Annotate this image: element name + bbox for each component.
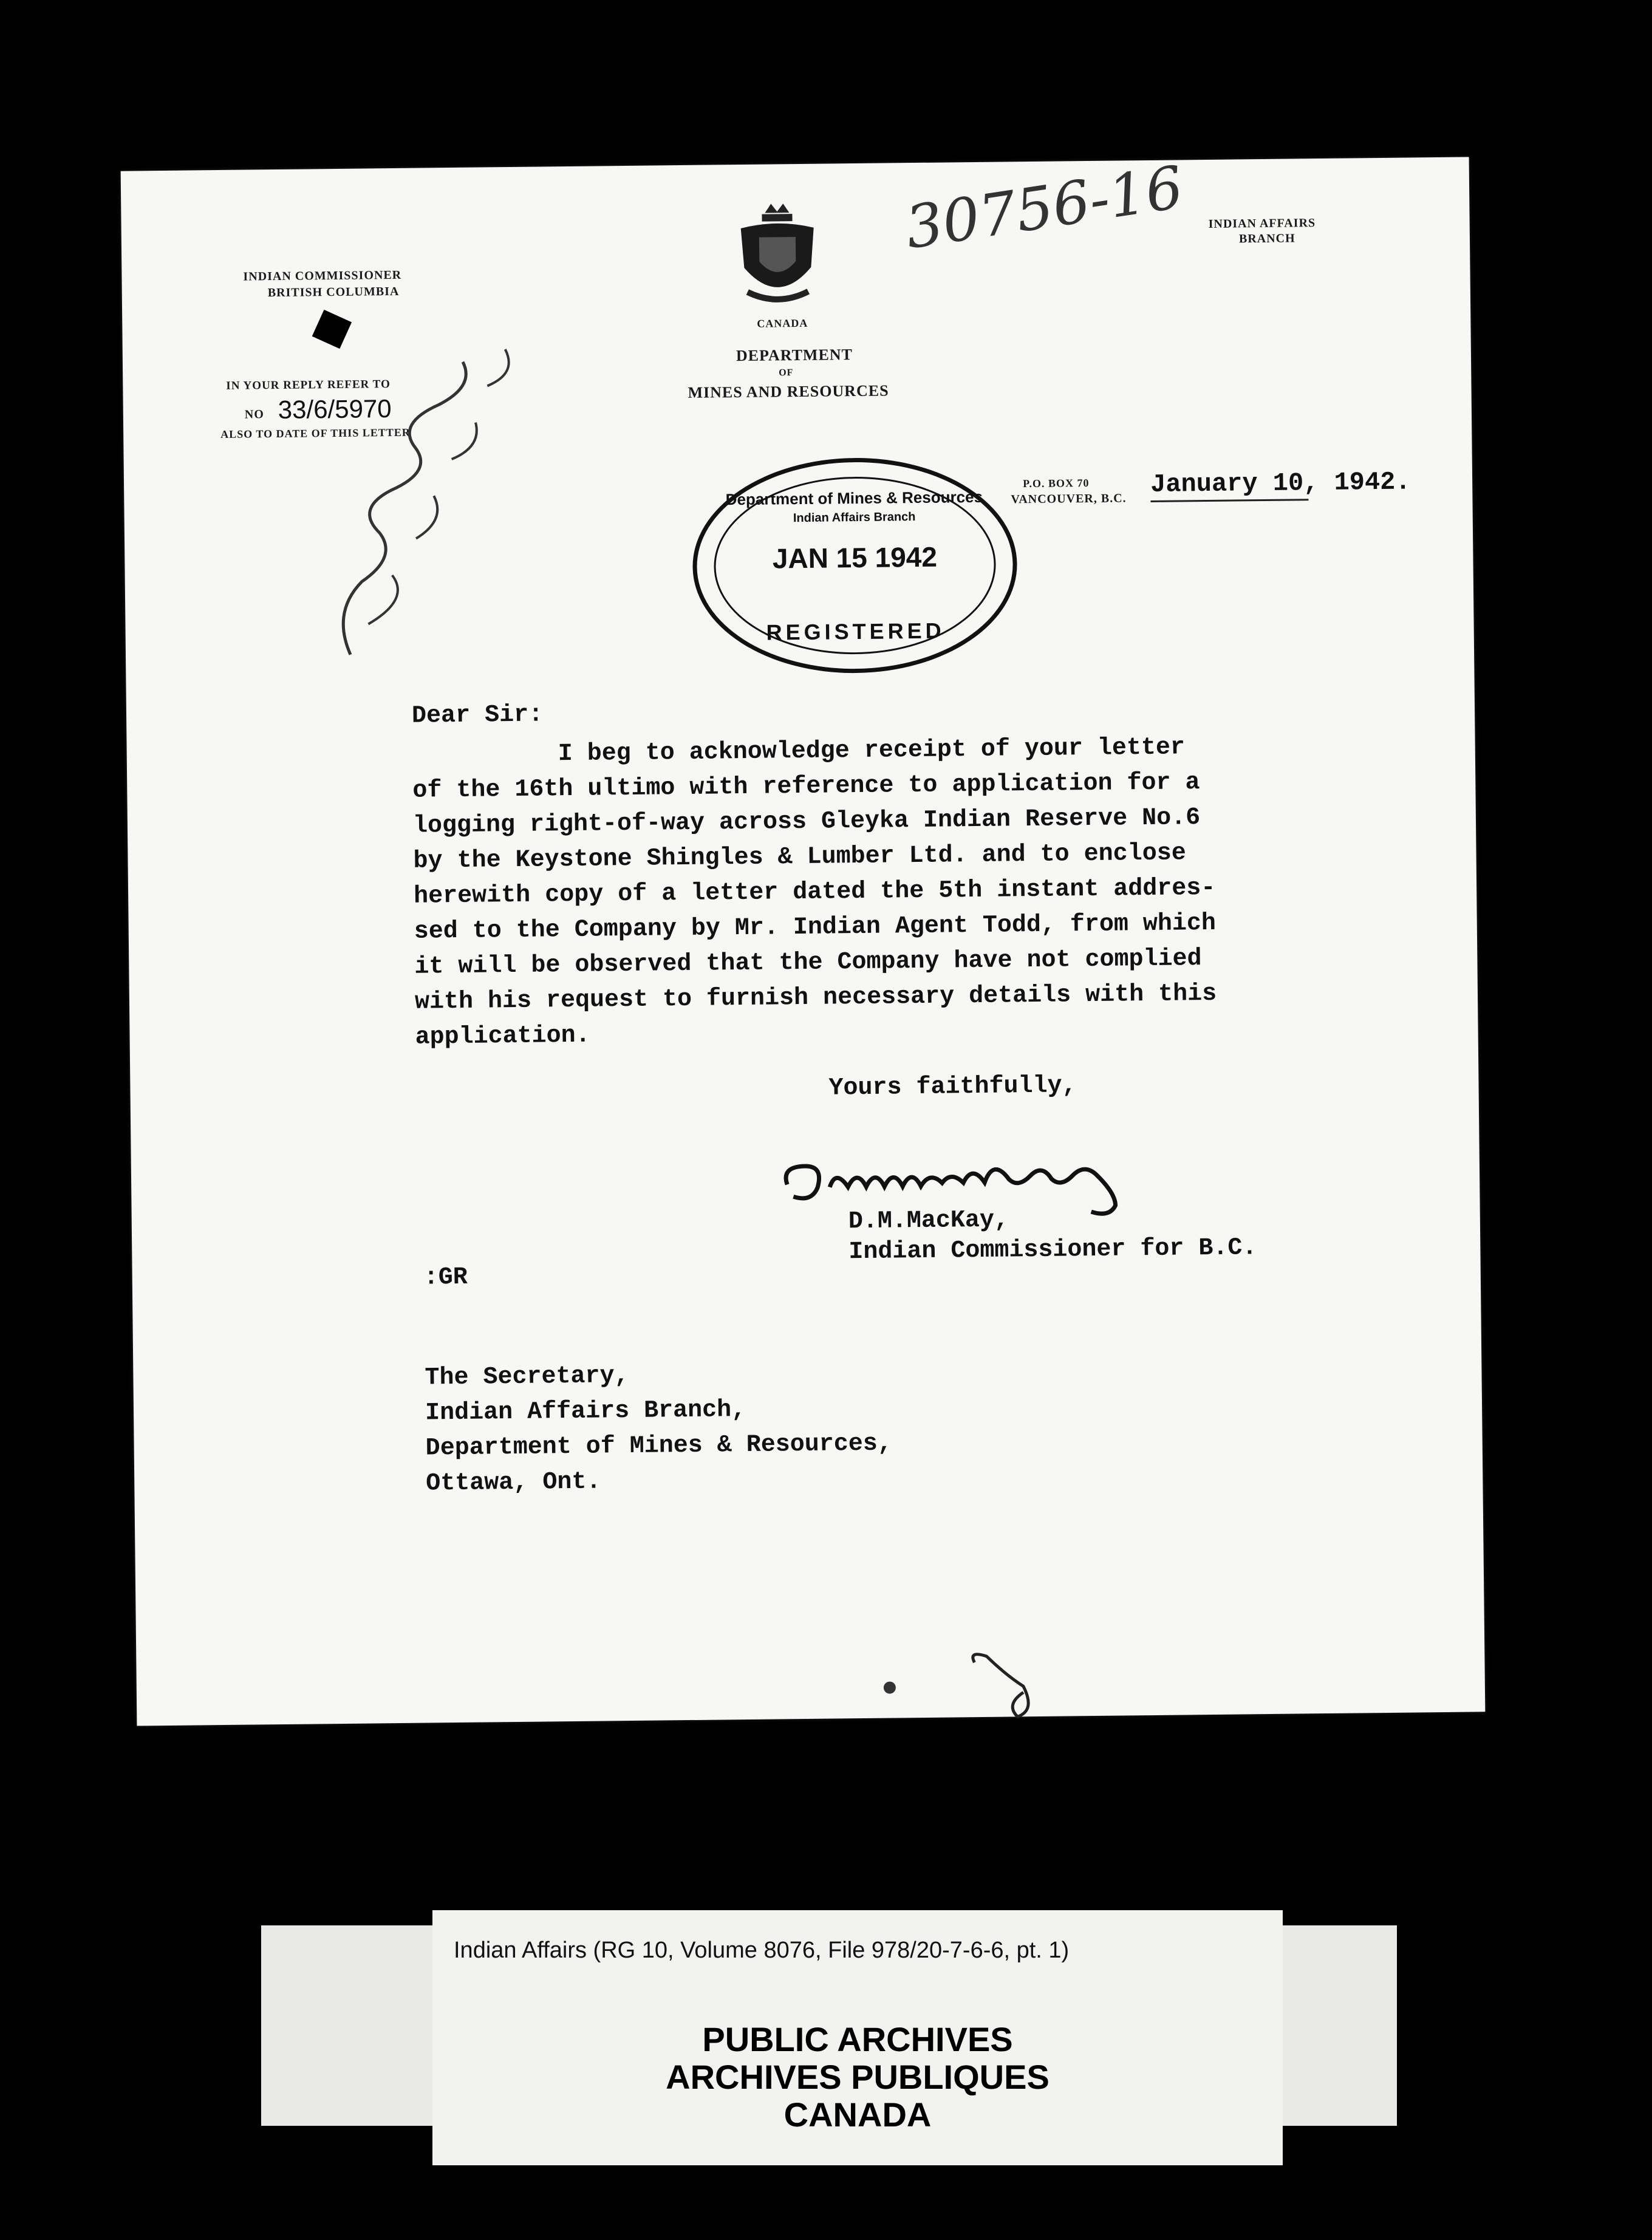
stamp-status: REGISTERED (766, 618, 945, 645)
branch-line2: BRANCH (1238, 231, 1295, 246)
archive-title-line3: CANADA (783, 2095, 932, 2134)
body-line: it will be observed that the Company have not complied (414, 945, 1202, 981)
body-line: logging right-of-way across Gleyka Indian Reserve No.6 (412, 804, 1201, 840)
handwritten-annotation (323, 336, 558, 679)
stray-ink-mark (853, 1650, 1054, 1736)
coat-of-arms-emblem (728, 200, 827, 317)
date-underline (1150, 499, 1308, 502)
registered-stamp (692, 456, 1019, 675)
signer-name: D.M.MacKay, (848, 1206, 1009, 1236)
body-line: by the Keystone Shingles & Lumber Ltd. and to enclose (413, 839, 1186, 875)
stamp-branch: Indian Affairs Branch (793, 510, 916, 525)
signer-title: Indian Commissioner for B.C. (848, 1234, 1257, 1266)
reply-no-value: 33/6/5970 (278, 394, 392, 425)
reply-no-label: NO (244, 408, 264, 422)
body-line: with his request to furnish necessary details with this (414, 980, 1217, 1016)
city: VANCOUVER, B.C. (1011, 491, 1127, 507)
archive-label (432, 1910, 1283, 2165)
label-tab-right (1275, 1925, 1397, 2126)
body-line: of the 16th ultimo with reference to application for a (412, 769, 1200, 805)
country-label: CANADA (757, 316, 808, 330)
typist-initials: :GR (423, 1263, 468, 1292)
stamp-date: JAN 15 1942 (772, 541, 938, 575)
recipient-block (425, 1357, 1094, 1511)
reply-also-label: ALSO TO DATE OF THIS LETTER (220, 426, 411, 440)
letter-body (412, 732, 1388, 1082)
stamp-organization: Department of Mines & Resources (725, 487, 983, 509)
po-box: P.O. BOX 70 (1023, 477, 1090, 490)
body-line: sed to the Company by Mr. Indian Agent Todd, from which (414, 909, 1217, 946)
recipient-line: Ottawa, Ont. (426, 1468, 601, 1498)
department-line1: DEPARTMENT (736, 346, 853, 365)
closing: Yours faithfully, (828, 1072, 1077, 1102)
sender-office-line1: INDIAN COMMISSIONER (243, 268, 402, 284)
archive-title-line2: ARCHIVES PUBLIQUES (666, 2058, 1050, 2096)
reply-refer-label: IN YOUR REPLY REFER TO (226, 378, 391, 392)
body-line: herewith copy of a letter dated the 5th instant addres- (413, 874, 1216, 910)
branch-line1: INDIAN AFFAIRS (1208, 216, 1316, 231)
body-line: I beg to acknowledge receipt of your letter (412, 734, 1186, 770)
department-line3: MINES AND RESOURCES (688, 381, 889, 401)
handwritten-file-number: 30756-16 (901, 153, 1188, 262)
recipient-line: Indian Affairs Branch, (425, 1396, 746, 1427)
archive-reference: Indian Affairs (RG 10, Volume 8076, File 978/20-7-6-6, pt. 1) (454, 1938, 1070, 1963)
body-line: application. (415, 1022, 590, 1051)
recipient-line: Department of Mines & Resources, (425, 1430, 893, 1463)
sender-office-line2: BRITISH COLUMBIA (267, 284, 400, 300)
archive-title-line1: PUBLIC ARCHIVES (702, 2020, 1013, 2058)
label-tab-left (261, 1925, 443, 2126)
department-line2: OF (779, 367, 794, 378)
letter-date: January 10, 1942. (1150, 467, 1411, 499)
salutation: Dear Sir: (411, 701, 544, 730)
recipient-line: The Secretary, (425, 1362, 629, 1392)
letter-page (121, 153, 1486, 1726)
